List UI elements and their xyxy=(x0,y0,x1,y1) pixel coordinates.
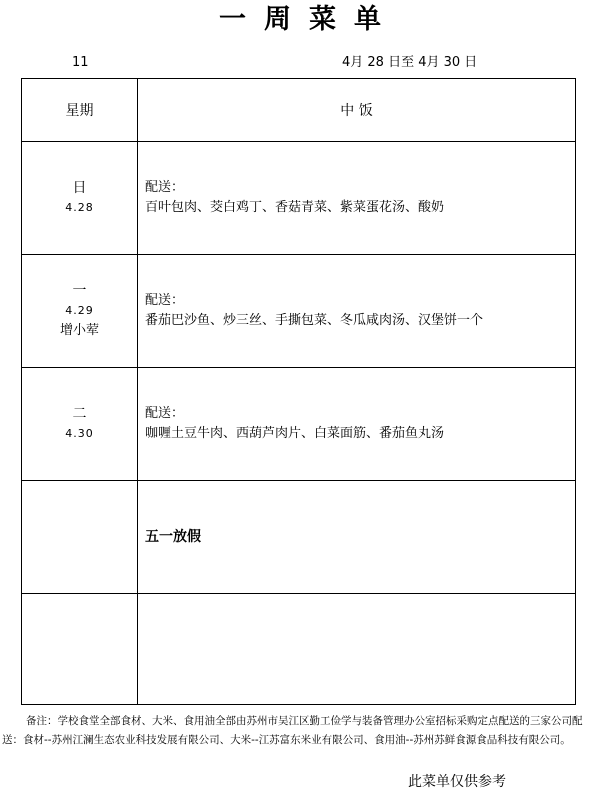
holiday-notice: 五一放假 xyxy=(145,529,201,545)
delivery-label: 配送： xyxy=(145,293,185,308)
menu-table xyxy=(21,78,576,705)
lunch-column-header: 中 饭 xyxy=(138,79,576,142)
weekday-column-header: 星期 xyxy=(22,79,138,142)
day-cell xyxy=(22,368,138,481)
weekday-label: 日 xyxy=(72,180,87,196)
meal-cell xyxy=(138,594,576,705)
dish-list: 咖喱土豆牛肉、西葫芦肉片、白菜面筋、番茄鱼丸汤 xyxy=(145,426,445,441)
day-cell xyxy=(22,481,138,594)
day-cell xyxy=(22,255,138,368)
delivery-label: 配送： xyxy=(145,180,185,195)
table-row xyxy=(22,368,576,481)
meal-cell xyxy=(138,481,576,594)
table-row xyxy=(22,481,576,594)
weekday-label: 一 xyxy=(72,283,87,299)
table-header-row xyxy=(22,79,576,142)
delivery-label: 配送： xyxy=(145,406,185,421)
meal-cell xyxy=(138,255,576,368)
dish-list: 百叶包肉、茭白鸡丁、香菇青菜、紫菜蛋花汤、酸奶 xyxy=(145,200,445,215)
meal-cell xyxy=(138,368,576,481)
reference-note: 此菜单仅供参考 xyxy=(408,774,506,790)
footnote: 备注：学校食堂全部食材、大米、食用油全部由苏州市吴江区勤工俭学与装备管理办公室招标采购定点配送的三家公司配送：食材--苏州江澜生态农业科技发展有限公司、大米--江苏富东米业有限公司、食用油--苏州苏鲜食源食品科技有限公司。 xyxy=(2,715,583,746)
table-row xyxy=(22,255,576,368)
dish-list: 番茄巴沙鱼、炒三丝、手撕包菜、冬瓜咸肉汤、汉堡饼一个 xyxy=(145,313,484,328)
table-row xyxy=(22,142,576,255)
table-row xyxy=(22,594,576,705)
day-cell xyxy=(22,142,138,255)
day-note: 增小荤 xyxy=(59,323,99,338)
date-range: 4月 28 日至 4月 30 日 xyxy=(342,55,478,70)
week-number: 11 xyxy=(72,55,89,70)
menu-title: 一周菜单 xyxy=(219,4,399,35)
meal-cell xyxy=(138,142,576,255)
day-date: 4.30 xyxy=(65,427,94,440)
day-cell xyxy=(22,594,138,705)
day-date: 4.29 xyxy=(65,304,94,317)
day-date: 4.28 xyxy=(65,201,94,214)
weekday-label: 二 xyxy=(72,406,87,422)
